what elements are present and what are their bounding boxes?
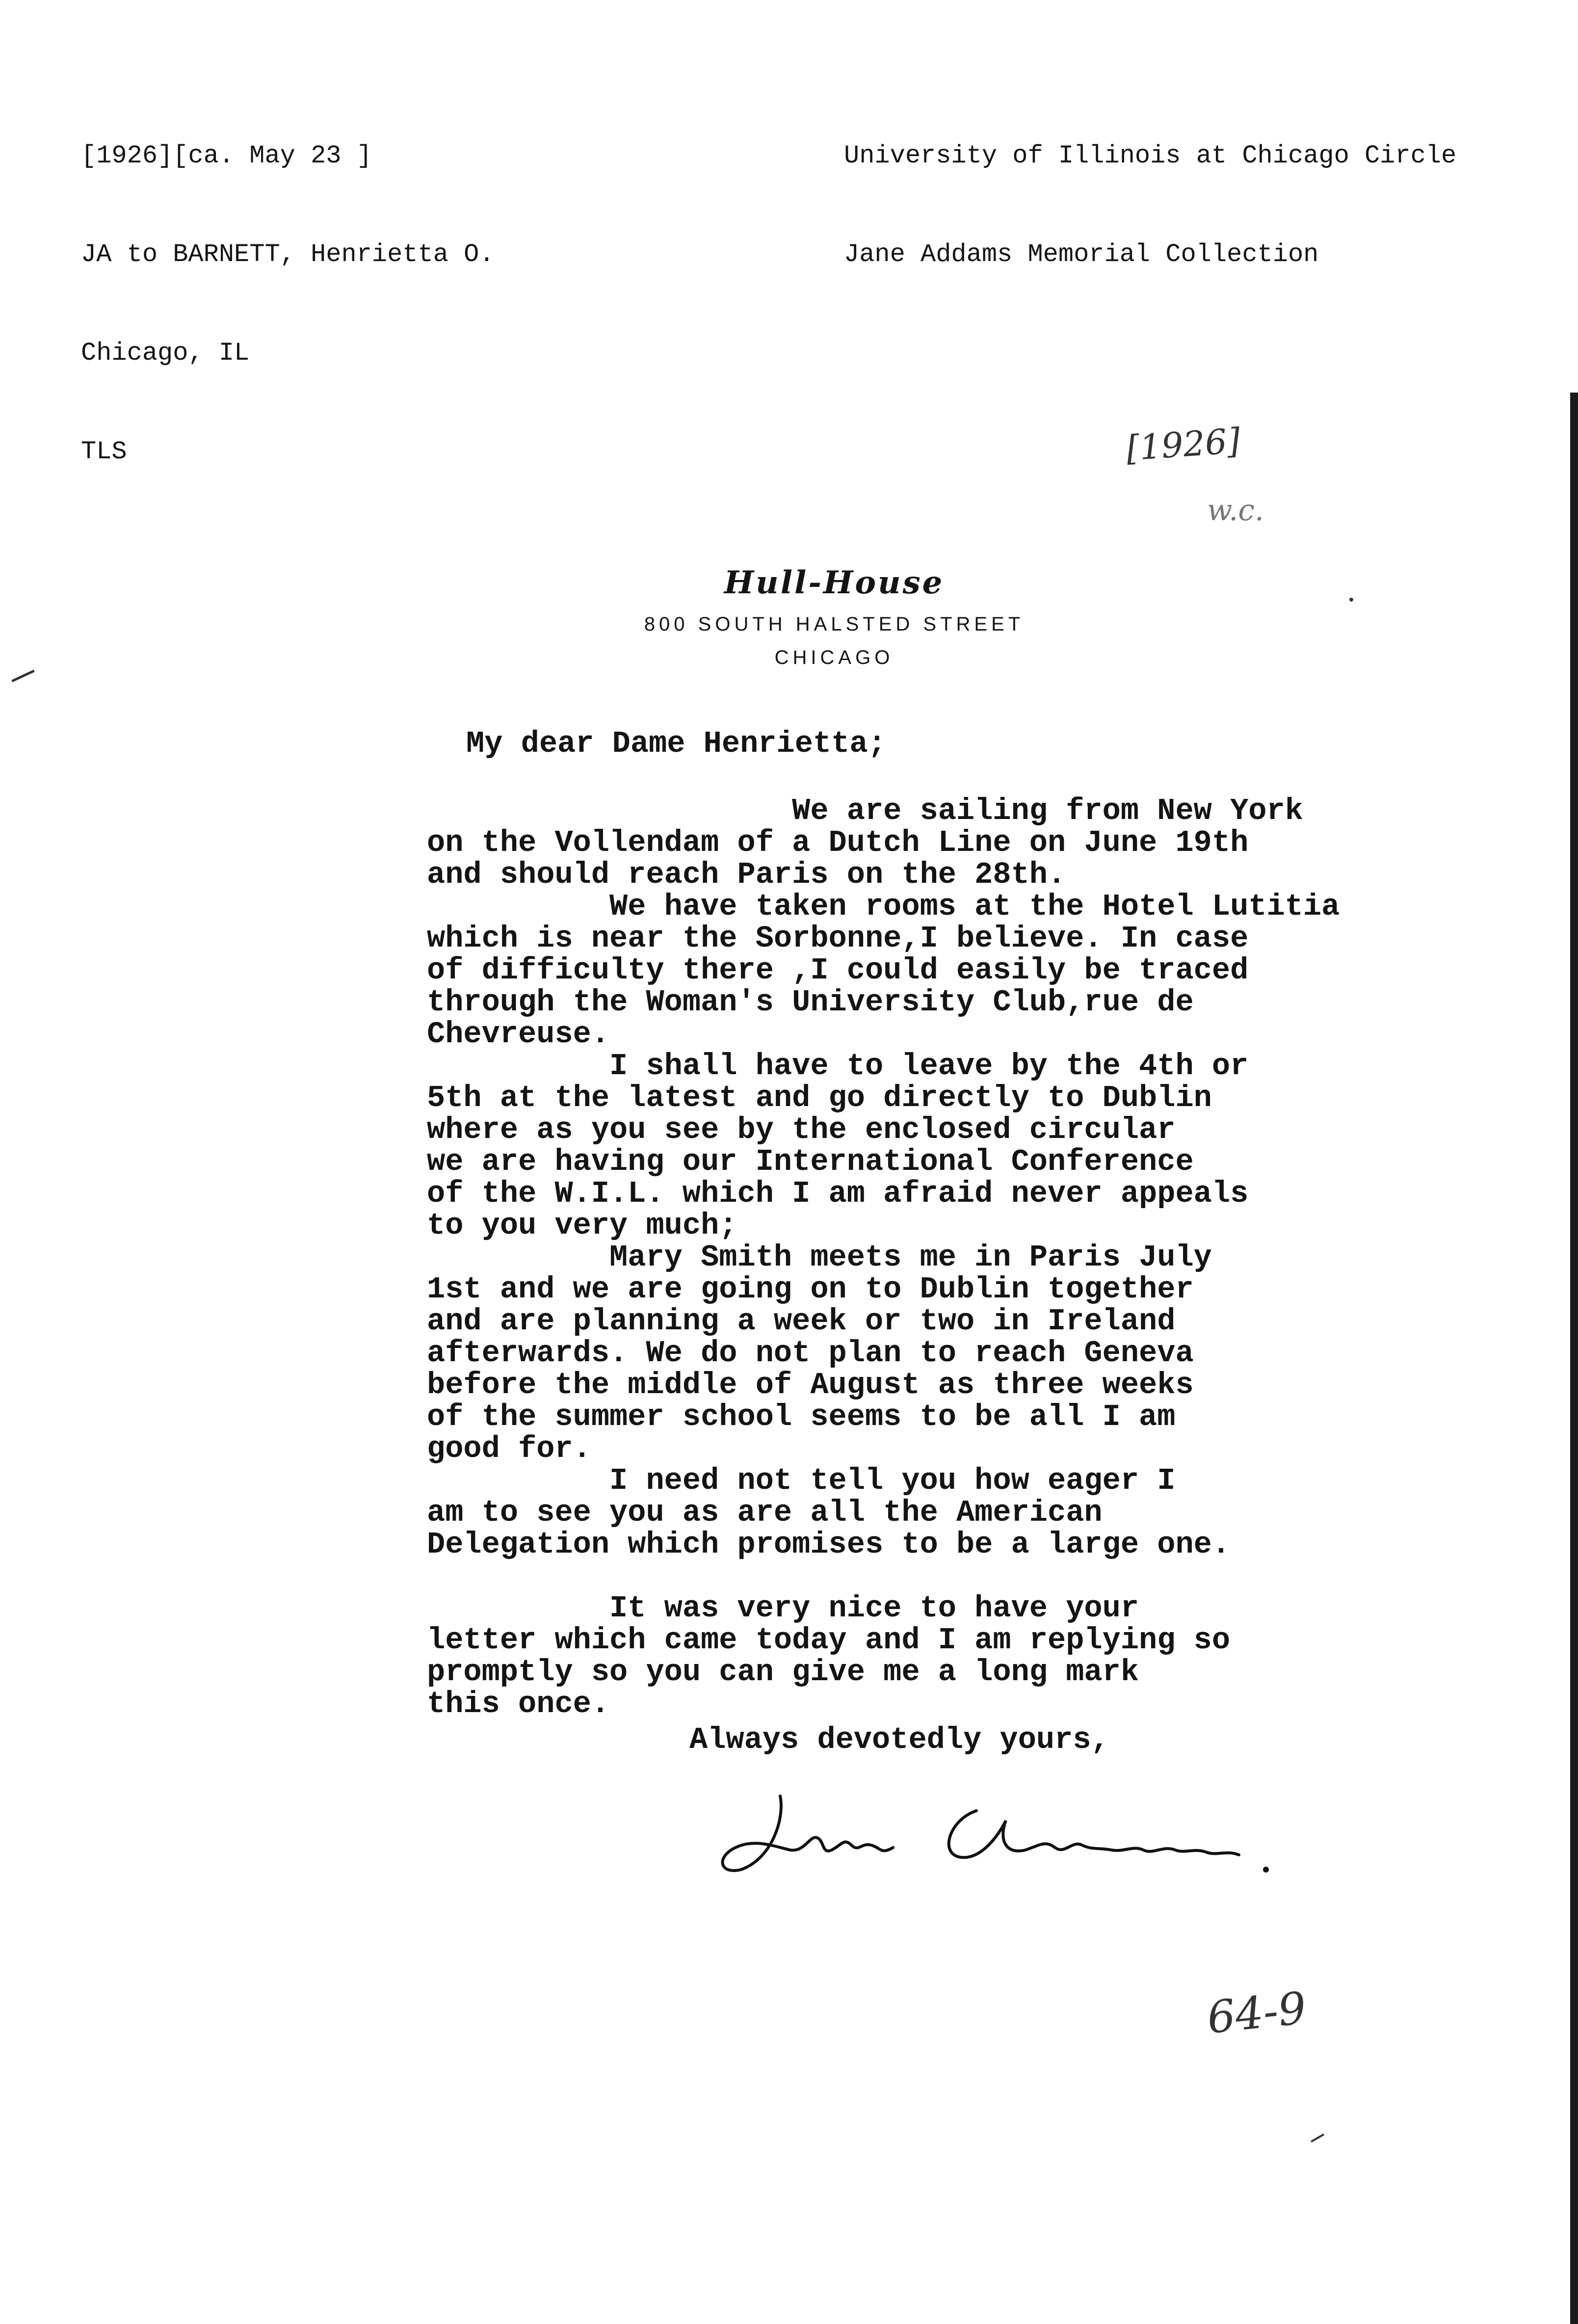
handwritten-date-note: [1926] [1125, 420, 1242, 469]
letterhead-city: CHICAGO [774, 647, 894, 668]
archive-source [844, 74, 1456, 304]
body-line: I shall have to leave by the 4th or [427, 1049, 1249, 1083]
body-line: I need not tell you how eager I [427, 1463, 1176, 1498]
body-line: and should reach Paris on the 28th. [427, 857, 1066, 892]
salutation: My dear Dame Henrietta; [466, 726, 886, 761]
body-line: of the W.I.L. which I am afraid never appeals [427, 1176, 1249, 1211]
body-line: promptly so you can give me a long mark [427, 1655, 1139, 1690]
source-collection: Jane Addams Memorial Collection [844, 240, 1319, 269]
body-line: to you very much; [427, 1208, 737, 1243]
stray-mark [11, 670, 34, 683]
body-line: this once. [427, 1687, 610, 1721]
body-line: afterwards. We do not plan to reach Geneva [427, 1336, 1194, 1371]
body-line: Chevreuse. [427, 1017, 610, 1052]
archive-citation [81, 74, 495, 501]
body-line: and are planning a week or two in Ireland [427, 1304, 1176, 1339]
body-line: where as you see by the enclosed circular [427, 1112, 1176, 1147]
stray-mark [1349, 598, 1353, 602]
body-line [427, 1560, 1340, 1592]
signature [711, 1776, 1300, 1884]
handwritten-folio-number: 64-9 [1205, 1982, 1309, 2044]
body-line: through the Woman's University Club,rue de [427, 985, 1194, 1020]
citation-correspondents: JA to BARNETT, Henrietta O. [81, 240, 495, 269]
stray-mark [1311, 2134, 1324, 2142]
handwritten-initials: w.c. [1207, 493, 1264, 528]
body-line: we are having our International Conference [427, 1144, 1194, 1179]
body-line: letter which came today and I am replying so [427, 1623, 1231, 1658]
body-line: on the Vollendam of a Dutch Line on June 19th [427, 825, 1249, 860]
letterhead-name: Hull-House [724, 564, 945, 601]
source-institution: University of Illinois at Chicago Circle [844, 141, 1457, 170]
body-line: We have taken rooms at the Hotel Lutitia [427, 889, 1340, 924]
closing: Always devotedly yours, [689, 1722, 1109, 1757]
body-line: 5th at the latest and go directly to Dublin [427, 1081, 1212, 1115]
body-line: of the summer school seems to be all I am [427, 1400, 1176, 1434]
body-line: of difficulty there ,I could easily be traced [427, 953, 1249, 988]
body-line: Delegation which promises to be a large one. [427, 1527, 1231, 1562]
body-line: good for. [427, 1431, 591, 1466]
letterhead-street: 800 SOUTH HALSTED STREET [644, 613, 1025, 635]
body-line: before the middle of August as three weeks [427, 1368, 1194, 1402]
body-line: Mary Smith meets me in Paris July [427, 1240, 1212, 1275]
letter-body [427, 795, 1340, 1720]
body-line: which is near the Sorbonne,I believe. In case [427, 921, 1249, 956]
citation-place: Chicago, IL [81, 339, 250, 368]
body-line: It was very nice to have your [427, 1591, 1139, 1626]
citation-date: [1926][ca. May 23 ] [81, 141, 372, 170]
body-line: We are sailing from New York [427, 793, 1303, 828]
body-line: am to see you as are all the American [427, 1495, 1103, 1530]
body-line: 1st and we are going on to Dublin together [427, 1272, 1194, 1307]
scan-edge [1570, 393, 1578, 2324]
citation-type: TLS [81, 437, 127, 466]
